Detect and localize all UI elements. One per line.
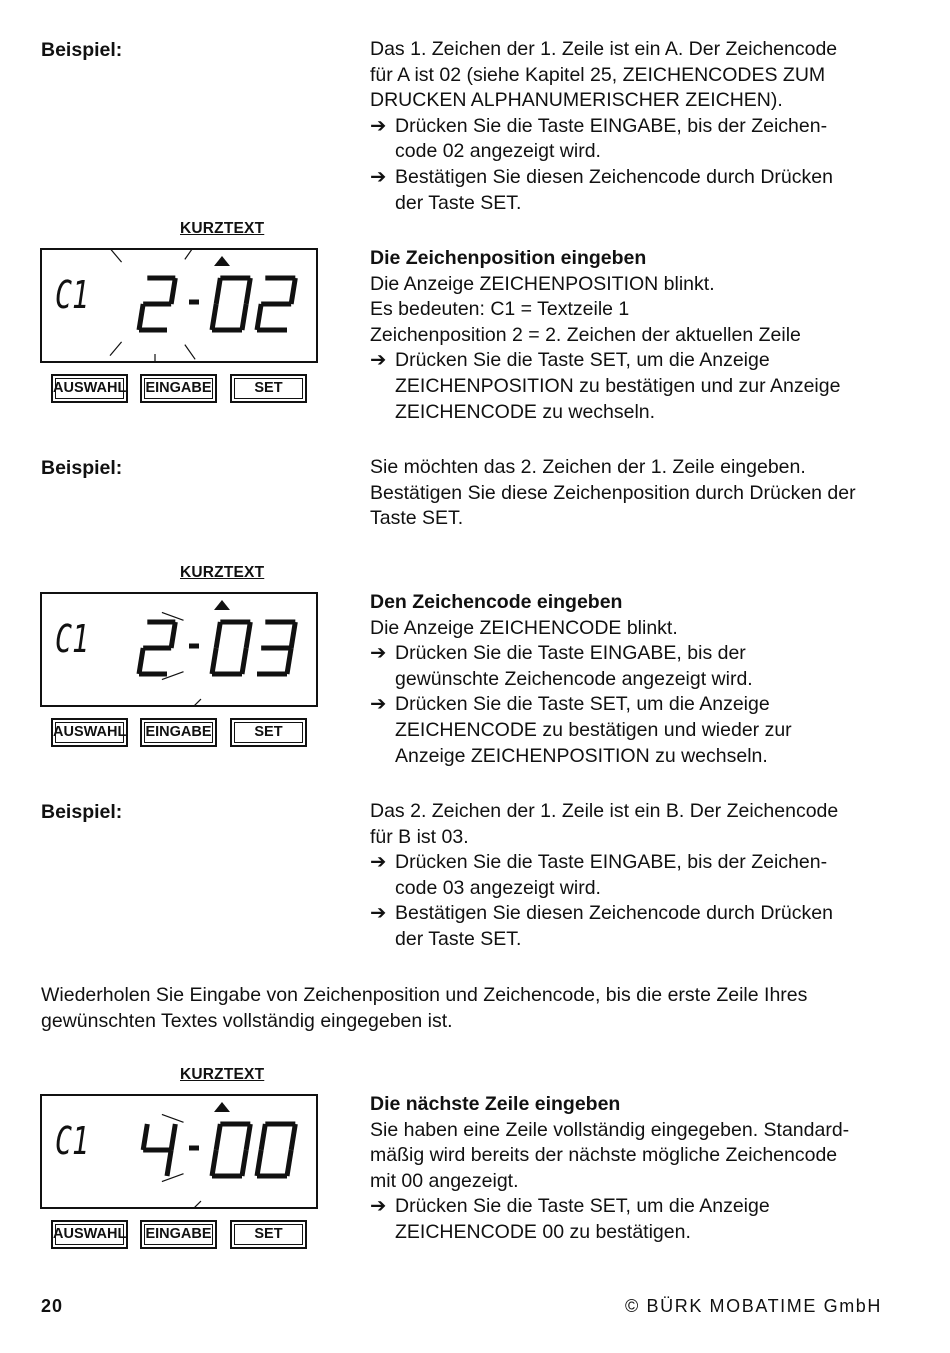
- arrow-icon: ➔: [370, 114, 387, 137]
- arrow-icon: ➔: [370, 642, 387, 665]
- copyright: © BÜRK MOBATIME GmbH: [625, 1296, 882, 1316]
- lcd-digit: [139, 278, 175, 330]
- text-line: Zeichenposition 2 = 2. Zeichen der aktuellen Zeile: [370, 323, 801, 346]
- text-line: mäßig wird bereits der nächste mögliche Zeichencode: [370, 1144, 838, 1167]
- section-example-3: [370, 799, 910, 953]
- text-line: Sie haben eine Zeile vollständig eingegeben. Standard-: [370, 1118, 850, 1141]
- instruction-item: [370, 692, 910, 718]
- svg-text:C1: C1: [55, 273, 89, 317]
- instruction-item: [370, 901, 910, 927]
- set-button[interactable]: SET: [230, 718, 307, 747]
- section-heading: Die Zeichenposition eingeben: [370, 247, 647, 269]
- instruction-text: Anzeige ZEICHENPOSITION zu wechseln.: [395, 744, 768, 767]
- arrow-icon: ➔: [370, 851, 387, 874]
- svg-text:C1: C1: [55, 1119, 89, 1163]
- instruction-item: [370, 850, 910, 876]
- set-button[interactable]: SET: [230, 374, 307, 403]
- arrow-icon: ➔: [370, 349, 387, 372]
- text-line: Wiederholen Sie Eingabe von Zeichenposition und Zeichencode, bis die erste Zeile Ihres: [41, 984, 808, 1006]
- text-line: Es bedeuten: C1 = Textzeile 1: [370, 298, 630, 321]
- section-heading: Die nächste Zeile eingeben: [370, 1093, 621, 1115]
- arrow-icon: ➔: [370, 165, 387, 188]
- text-line: Das 1. Zeichen der 1. Zeile ist ein A. Der Zeichencode: [370, 38, 838, 60]
- text-line: für B ist 03.: [370, 825, 469, 848]
- instruction-item: [370, 1194, 910, 1220]
- section-zeichencode: [370, 590, 910, 769]
- instruction-text: ZEICHENCODE zu wechseln.: [395, 400, 656, 423]
- lcd-display: [40, 592, 318, 707]
- lcd-line-indicator: [55, 617, 89, 661]
- instruction-text: Drücken Sie die Taste EINGABE, bis der Zeichen-: [395, 114, 828, 137]
- page-number: 20: [41, 1296, 64, 1316]
- instruction-item: [370, 114, 910, 140]
- repeat-paragraph: [41, 983, 901, 1034]
- text-line: mit 00 angezeigt.: [370, 1169, 519, 1192]
- section-naechste-zeile: [370, 1092, 910, 1246]
- instruction-text: gewünschte Zeichencode angezeigt wird.: [395, 667, 753, 690]
- example-label: Beispiel:: [41, 39, 123, 61]
- lcd-digit: [257, 278, 295, 330]
- instruction-text: Drücken Sie die Taste EINGABE, bis der Zeichen-: [395, 851, 828, 874]
- auswahl-button[interactable]: AUSWAHL: [51, 1220, 128, 1249]
- lcd-display: [40, 1094, 318, 1209]
- arrow-icon: ➔: [370, 693, 387, 716]
- lcd-digit: [257, 622, 295, 674]
- instruction-text: der Taste SET.: [395, 927, 522, 950]
- panel-title: KURZTEXT: [180, 220, 265, 237]
- lcd-digit: [257, 1124, 295, 1176]
- set-button[interactable]: SET: [230, 1220, 307, 1249]
- instruction-text: Drücken Sie die Taste SET, um die Anzeige: [395, 1195, 770, 1218]
- lcd-digit: [212, 622, 250, 674]
- instruction-text: code 03 angezeigt wird.: [395, 876, 601, 899]
- section-heading: Den Zeichencode eingeben: [370, 591, 623, 613]
- section-example-1: [370, 37, 910, 216]
- instruction-item: [370, 641, 910, 667]
- instruction-text: ZEICHENPOSITION zu bestätigen und zur Anzeige: [395, 374, 841, 397]
- eingabe-button[interactable]: EINGABE: [140, 374, 217, 403]
- text-line: Sie möchten das 2. Zeichen der 1. Zeile eingeben.: [370, 456, 806, 478]
- panel-title: KURZTEXT: [180, 564, 265, 581]
- lcd-digit: [212, 1124, 250, 1176]
- instruction-text: der Taste SET.: [395, 191, 522, 214]
- section-zeichenposition: [370, 246, 910, 425]
- example-label: Beispiel:: [41, 457, 123, 479]
- instruction-text: code 02 angezeigt wird.: [395, 140, 601, 163]
- text-line: Das 2. Zeichen der 1. Zeile ist ein B. Der Zeichencode: [370, 800, 839, 822]
- instruction-text: Bestätigen Sie diesen Zeichencode durch Drücken: [395, 902, 833, 925]
- instruction-text: Drücken Sie die Taste SET, um die Anzeige: [395, 693, 770, 716]
- cursor-triangle-icon: [214, 600, 230, 610]
- instruction-item: [370, 348, 910, 374]
- lcd-segment-display: [42, 1096, 316, 1207]
- text-line: für A ist 02 (siehe Kapitel 25, ZEICHENCODES ZUM: [370, 63, 826, 86]
- eingabe-button[interactable]: EINGABE: [140, 1220, 217, 1249]
- section-example-2: [370, 455, 910, 532]
- cursor-triangle-icon: [214, 1102, 230, 1112]
- auswahl-button[interactable]: AUSWAHL: [51, 718, 128, 747]
- eingabe-button[interactable]: EINGABE: [140, 718, 217, 747]
- instruction-text: Drücken Sie die Taste EINGABE, bis der: [395, 642, 746, 665]
- panel-title: KURZTEXT: [180, 1066, 265, 1083]
- text-line: Die Anzeige ZEICHENPOSITION blinkt.: [370, 272, 715, 295]
- cursor-triangle-icon: [214, 256, 230, 266]
- example-label: Beispiel:: [41, 801, 123, 823]
- instruction-text: Bestätigen Sie diesen Zeichencode durch Drücken: [395, 165, 833, 188]
- text-line: Taste SET.: [370, 507, 464, 530]
- lcd-segment-display: [42, 250, 316, 361]
- svg-text:C1: C1: [55, 617, 89, 661]
- text-line: DRUCKEN ALPHANUMERISCHER ZEICHEN).: [370, 89, 783, 112]
- text-line: gewünschten Textes vollständig eingegeben ist.: [41, 1009, 453, 1032]
- instruction-text: ZEICHENCODE zu bestätigen und wieder zur: [395, 718, 792, 741]
- text-line: Bestätigen Sie diese Zeichenposition durch Drücken der: [370, 481, 856, 504]
- text-line: Die Anzeige ZEICHENCODE blinkt.: [370, 616, 678, 639]
- instruction-text: ZEICHENCODE 00 zu bestätigen.: [395, 1220, 691, 1243]
- lcd-digit: [139, 622, 175, 674]
- lcd-line-indicator: [55, 1119, 89, 1163]
- auswahl-button[interactable]: AUSWAHL: [51, 374, 128, 403]
- lcd-segment-display: [42, 594, 316, 705]
- lcd-display: [40, 248, 318, 363]
- lcd-line-indicator: [55, 273, 89, 317]
- lcd-digit: [143, 1124, 175, 1176]
- instruction-item: [370, 165, 910, 191]
- arrow-icon: ➔: [370, 902, 387, 925]
- lcd-digit: [212, 278, 250, 330]
- arrow-icon: ➔: [370, 1195, 387, 1218]
- instruction-text: Drücken Sie die Taste SET, um die Anzeige: [395, 349, 770, 372]
